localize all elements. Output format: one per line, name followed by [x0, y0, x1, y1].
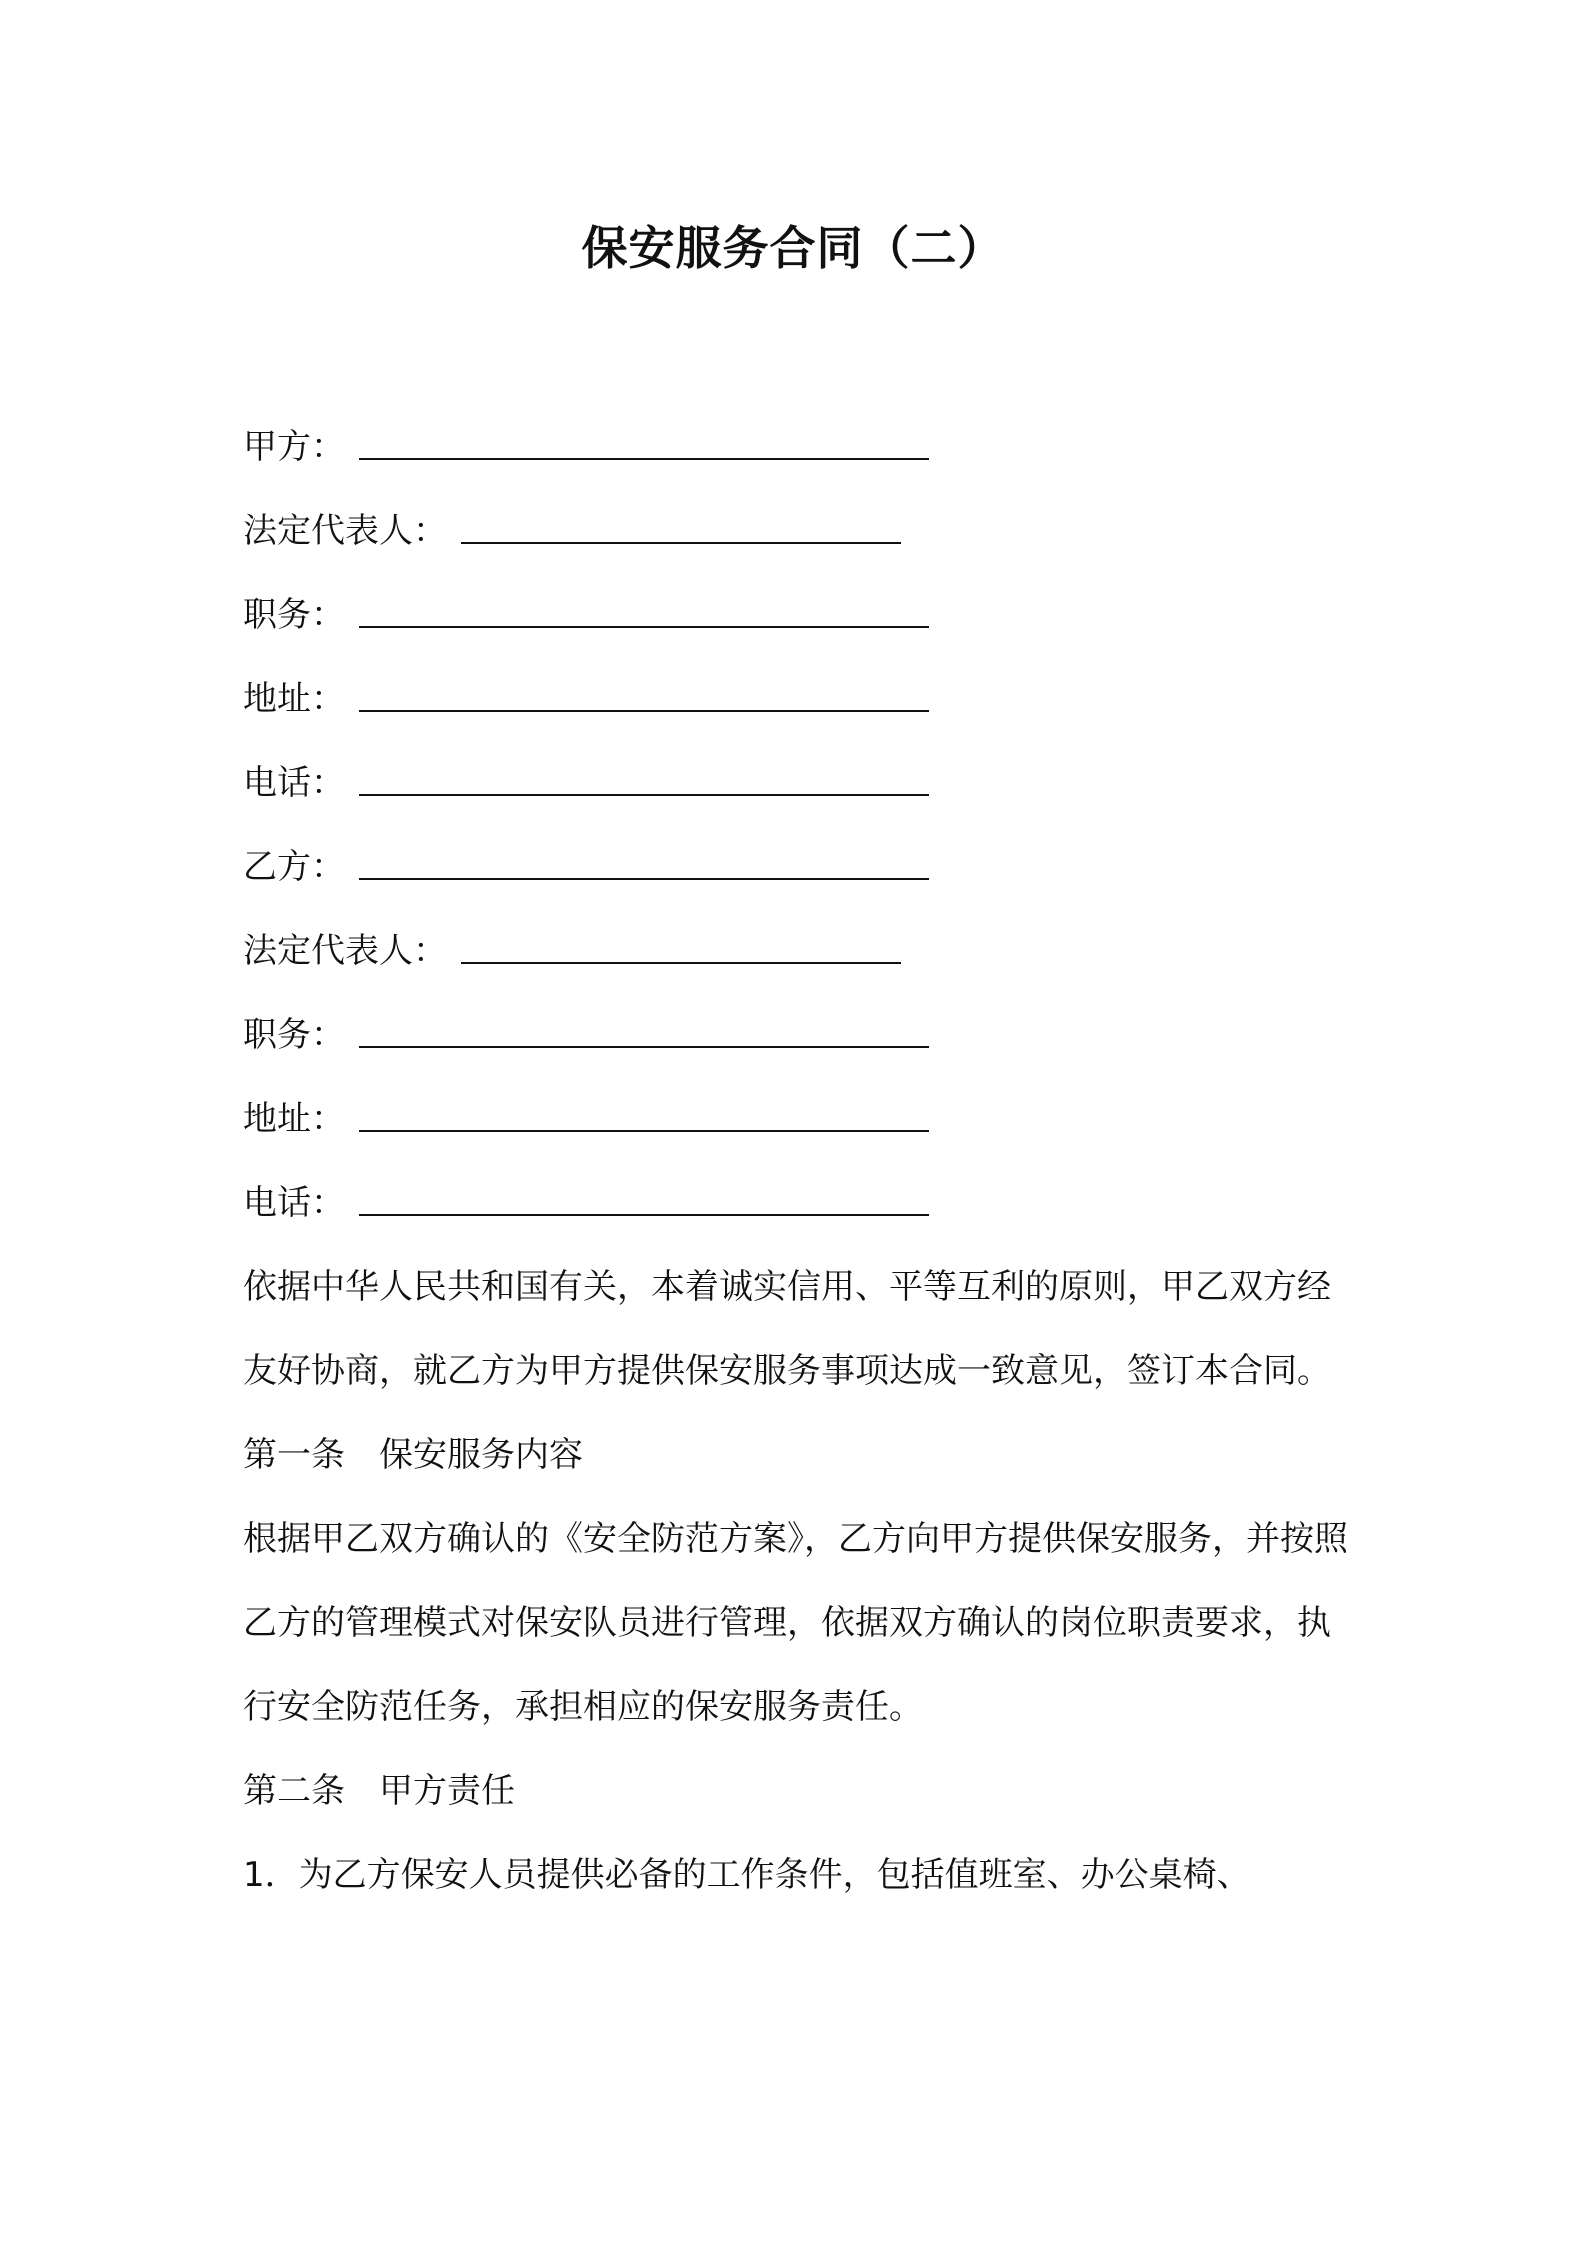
field-label: 地址： [243, 1099, 345, 1139]
field-row-party-b-address [243, 1077, 1363, 1161]
field-label: 乙方： [243, 847, 345, 887]
contract-title: 保安服务合同（二） [581, 221, 1005, 275]
fill-in-blank [359, 848, 929, 880]
field-row-party-b-position [243, 993, 1363, 1077]
fill-in-blank [359, 1184, 929, 1216]
field-row-party-a-representative [243, 489, 1363, 573]
field-row-party-b-phone [243, 1161, 1363, 1245]
field-row-party-b-representative [243, 909, 1363, 993]
field-row-party-a [243, 405, 1363, 489]
fill-in-blank [359, 1100, 929, 1132]
intro-paragraph: 依据中华人民共和国有关，本着诚实信用、平等互利的原则，甲乙双方经友好协商，就乙方为甲方提供保安服务事项达成一致意见，签订本合同。 [243, 1267, 1331, 1391]
field-label: 法定代表人： [243, 931, 447, 971]
field-row-party-b [243, 825, 1363, 909]
field-label: 电话： [243, 1183, 345, 1223]
field-row-party-a-address [243, 657, 1363, 741]
fill-in-blank [359, 428, 929, 460]
article-1-body: 根据甲乙双方确认的《安全防范方案》，乙方向甲方提供保安服务，并按照乙方的管理模式对保安队员进行管理，依据双方确认的岗位职责要求，执行安全防范任务，承担相应的保安服务责任。 [243, 1519, 1348, 1727]
article-2-item-1: 1．为乙方保安人员提供必备的工作条件，包括值班室、办公桌椅、 [243, 1855, 1251, 1895]
field-row-party-a-phone [243, 741, 1363, 825]
field-label: 职务： [243, 1015, 345, 1055]
field-label: 甲方： [243, 427, 345, 467]
contract-body [243, 405, 1363, 1917]
field-label: 法定代表人： [243, 511, 447, 551]
fill-in-blank [359, 1016, 929, 1048]
article-2-heading: 第二条 甲方责任 [243, 1771, 515, 1811]
fill-in-blank [461, 932, 901, 964]
fill-in-blank [359, 680, 929, 712]
field-label: 职务： [243, 595, 345, 635]
field-label: 地址： [243, 679, 345, 719]
field-row-party-a-position [243, 573, 1363, 657]
field-label: 电话： [243, 763, 345, 803]
fill-in-blank [461, 512, 901, 544]
fill-in-blank [359, 764, 929, 796]
article-1-heading: 第一条 保安服务内容 [243, 1435, 583, 1475]
fill-in-blank [359, 596, 929, 628]
